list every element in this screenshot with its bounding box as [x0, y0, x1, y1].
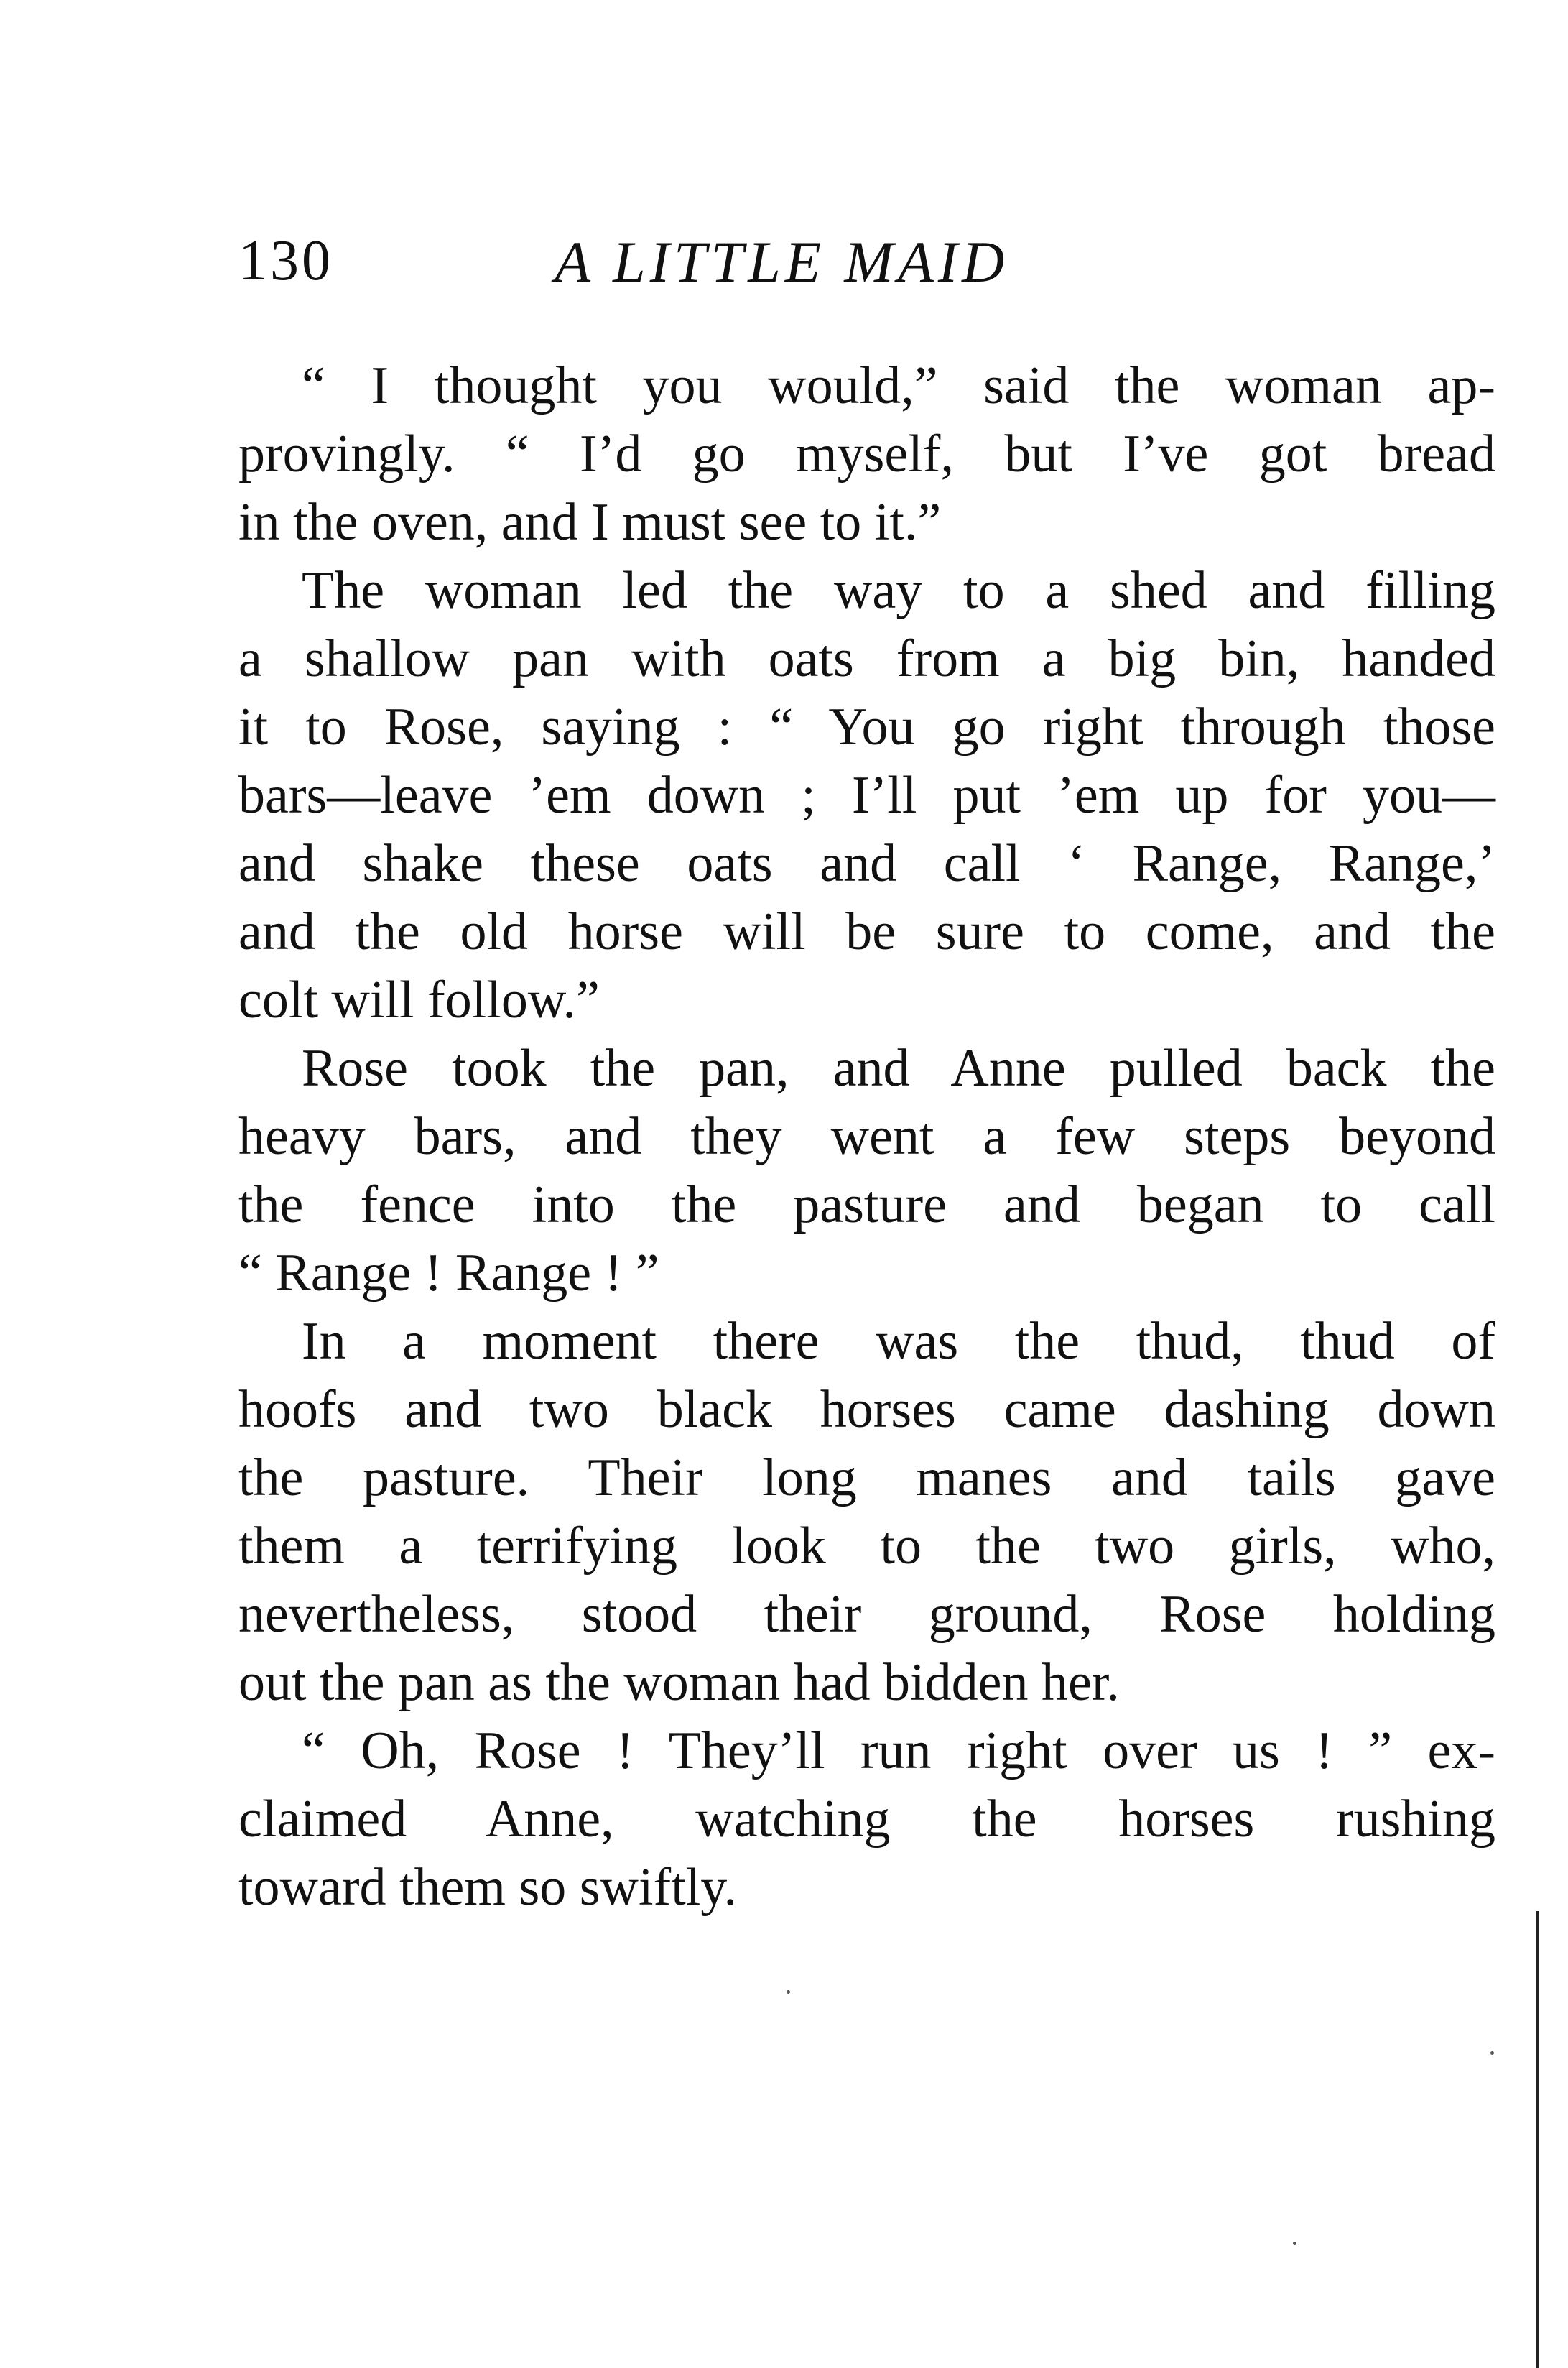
ink-speck: [1293, 2242, 1296, 2245]
page-header: [238, 228, 1495, 315]
text-line: a shallow pan with oats from a big bin, handed: [238, 629, 1495, 688]
text-line: nevertheless, stood their ground, Rose holding: [238, 1585, 1495, 1644]
text-line: toward them so swiftly.: [238, 1858, 738, 1917]
text-line: “ I thought you would,” said the woman ap-: [302, 356, 1495, 415]
text-line: provingly. “ I’d go myself, but I’ve got bread: [238, 425, 1495, 484]
text-line: colt will follow.”: [238, 971, 600, 1030]
text-line: in the oven, and I must see to it.”: [238, 493, 942, 552]
text-line: “ Range ! Range ! ”: [238, 1244, 659, 1303]
text-line: and the old horse will be sure to come, and the: [238, 902, 1495, 961]
text-line: claimed Anne, watching the horses rushing: [238, 1790, 1495, 1849]
text-line: them a terrifying look to the two girls, who,: [238, 1517, 1495, 1576]
page-number: 130: [238, 229, 333, 292]
text-line: the fence into the pasture and began to call: [238, 1175, 1495, 1234]
text-line: “ Oh, Rose ! They’ll run right over us ! ” ex-: [302, 1721, 1495, 1780]
text-line: hoofs and two black horses came dashing down: [238, 1380, 1495, 1439]
text-line: bars—leave ’em down ; I’ll put ’em up for you—: [238, 766, 1495, 825]
running-title: A LITTLE MAID: [555, 229, 1009, 295]
text-line: The woman led the way to a shed and filling: [302, 561, 1495, 620]
text-line: heavy bars, and they went a few steps beyond: [238, 1107, 1495, 1166]
text-line: and shake these oats and call ‘ Range, Range,’: [238, 834, 1495, 893]
ink-speck: [787, 1990, 790, 1994]
text-line: In a moment there was the thud, thud of: [302, 1312, 1495, 1371]
text-line: out the pan as the woman had bidden her.: [238, 1653, 1120, 1712]
ink-speck: [1490, 2051, 1494, 2055]
text-line: the pasture. Their long manes and tails gave: [238, 1448, 1495, 1507]
page-edge-rule: [1536, 1911, 1539, 2368]
text-line: it to Rose, saying : “ You go right through those: [238, 698, 1495, 757]
text-line: Rose took the pan, and Anne pulled back the: [302, 1039, 1495, 1098]
